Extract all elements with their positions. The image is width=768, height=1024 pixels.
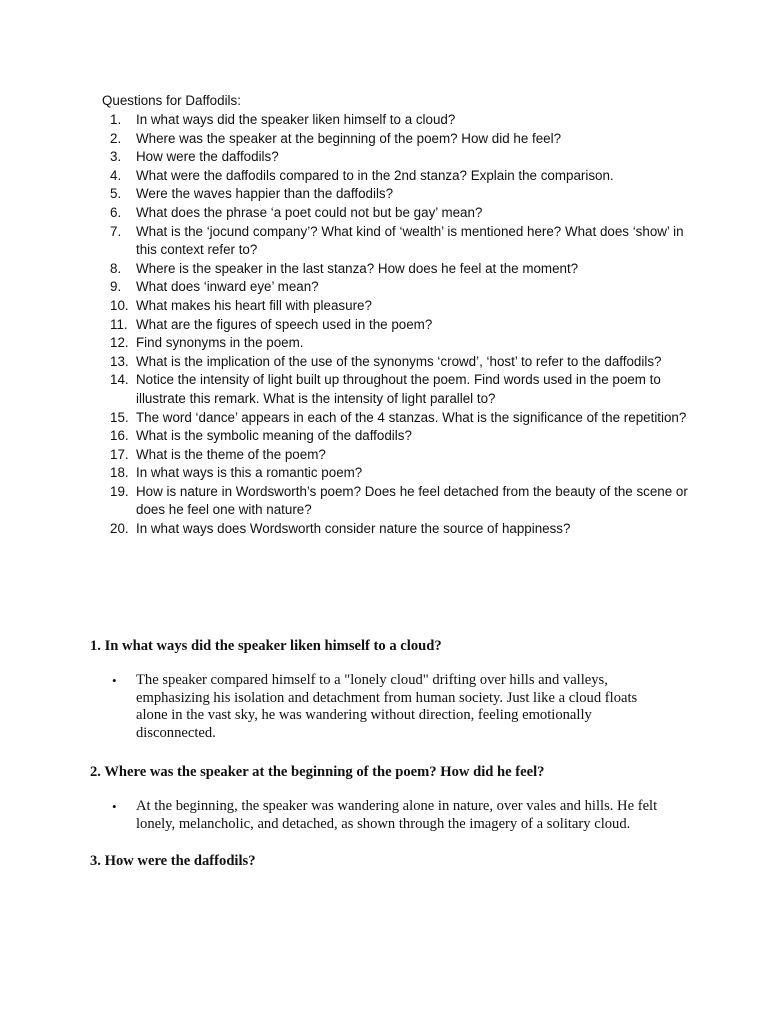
question-item	[110, 278, 690, 297]
bullet-icon: •	[112, 673, 117, 688]
question-text: Notice the intensity of light built up throughout the poem. Find words used in the poem to illustrate this remark. What is the intensity of light parallel to?	[136, 372, 661, 406]
question-text: Where is the speaker in the last stanza? How does he feel at the moment?	[136, 260, 579, 276]
question-number: 2.	[110, 130, 122, 146]
question-text: How were the daffodils?	[136, 149, 279, 165]
question-item	[110, 371, 690, 408]
answer-bullet-item	[112, 672, 672, 743]
question-number: 14.	[110, 372, 129, 388]
question-item	[110, 334, 690, 353]
question-item	[110, 204, 690, 223]
question-item	[110, 464, 690, 483]
question-text: What does ‘inward eye’ mean?	[136, 279, 319, 295]
question-item	[110, 148, 690, 167]
question-number: 10.	[110, 297, 129, 313]
question-item	[110, 167, 690, 186]
question-number: 19.	[110, 483, 129, 499]
question-item	[110, 427, 690, 446]
question-item	[110, 483, 690, 520]
question-text: The word ‘dance’ appears in each of the 4 stanzas. What is the significance of the repetition?	[136, 409, 687, 425]
answer-heading: 3. How were the daffodils?	[90, 853, 256, 869]
question-text: What is the ‘jocund company’? What kind of ‘wealth’ is mentioned here? What does ‘show’ in this context refer to?	[136, 223, 684, 258]
question-text: What does the phrase ‘a poet could not but be gay’ mean?	[136, 204, 483, 220]
question-text: What were the daffodils compared to in the 2nd stanza? Explain the comparison.	[136, 167, 614, 183]
question-item	[110, 316, 690, 335]
questions-list	[110, 111, 690, 539]
question-item	[110, 223, 690, 260]
question-number: 9.	[110, 279, 122, 295]
question-number: 11.	[110, 316, 128, 332]
question-number: 3.	[110, 149, 122, 165]
question-text: What are the figures of speech used in the poem?	[136, 316, 433, 332]
question-item	[110, 130, 690, 149]
answer-text: The speaker compared himself to a "lonely cloud" drifting over hills and valleys, emphasizing his isolation and detachment from human society. Just like a cloud floats alone in the vast sky, he was wandering without direction, feeling emotionally disconnected.	[136, 672, 638, 742]
question-number: 6.	[110, 204, 122, 220]
question-item	[110, 185, 690, 204]
question-text: In what ways did the speaker liken himself to a cloud?	[136, 112, 456, 127]
question-number: 17.	[110, 446, 129, 462]
question-number: 18.	[110, 465, 129, 481]
question-number: 7.	[110, 223, 122, 239]
question-number: 4.	[110, 167, 122, 183]
question-number: 20.	[110, 521, 129, 537]
question-text: Were the waves happier than the daffodils?	[136, 186, 394, 202]
question-text: What makes his heart fill with pleasure?	[136, 297, 372, 313]
question-text: In what ways does Wordsworth consider nature the source of happiness?	[136, 521, 571, 537]
question-number: 16.	[110, 428, 129, 444]
answer-heading: 1. In what ways did the speaker liken himself to a cloud?	[90, 638, 442, 654]
question-number: 12.	[110, 335, 129, 351]
question-item	[110, 260, 690, 279]
answer-text: At the beginning, the speaker was wandering alone in nature, over vales and hills. He felt lonely, melancholic, and detached, as shown through the imagery of a solitary cloud.	[136, 798, 658, 832]
answer-heading: 2. Where was the speaker at the beginning of the poem? How did he feel?	[90, 764, 545, 780]
question-item	[110, 353, 690, 372]
question-number: 13.	[110, 353, 129, 369]
question-text: Find synonyms in the poem.	[136, 335, 304, 351]
answer-bullet-item	[112, 798, 672, 833]
question-text: What is the implication of the use of the synonyms ‘crowd’, ‘host’ to refer to the daffodils?	[136, 353, 662, 369]
question-text: What is the symbolic meaning of the daffodils?	[136, 428, 412, 444]
question-text: In what ways is this a romantic poem?	[136, 465, 363, 481]
question-number: 1.	[110, 112, 122, 127]
question-item	[110, 409, 690, 428]
question-item	[110, 297, 690, 316]
question-text: How is nature in Wordsworth’s poem? Does he feel detached from the beauty of the scene or does he feel one with nature?	[136, 483, 688, 518]
question-item	[110, 520, 690, 539]
questions-title: Questions for Daffodils:	[102, 93, 241, 108]
question-item	[110, 446, 690, 465]
question-text: Where was the speaker at the beginning of the poem? How did he feel?	[136, 130, 562, 146]
question-number: 15.	[110, 409, 129, 425]
bullet-icon: •	[112, 799, 117, 814]
question-number: 5.	[110, 186, 122, 202]
question-number: 8.	[110, 260, 122, 276]
question-text: What is the theme of the poem?	[136, 446, 326, 462]
question-item	[110, 111, 690, 130]
